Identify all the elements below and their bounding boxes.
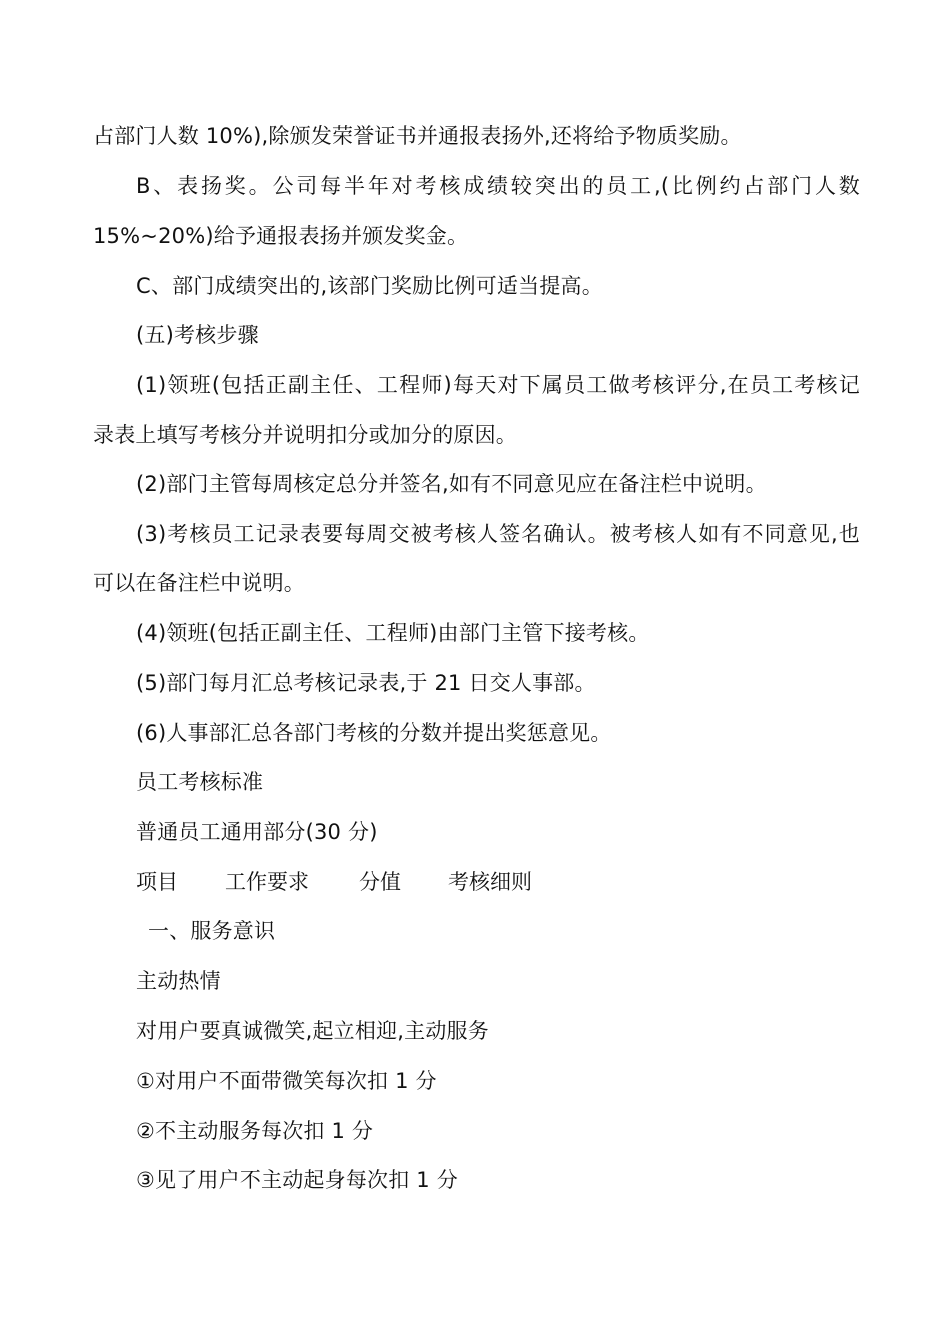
table-requirement: 对用户要真诚微笑,起立相迎,主动服务 [136,1019,489,1043]
table-rule: ③见了用户不主动起身每次扣 1 分 [136,1168,458,1192]
paragraph-line: (5)部门每月汇总考核记录表,于 21 日交人事部。 [136,671,596,695]
paragraph-line: (6)人事部汇总各部门考核的分数并提出奖惩意见。 [136,721,612,745]
table-category: 一、服务意识 [148,919,276,943]
paragraph-line: C、部门成绩突出的,该部门奖励比例可适当提高。 [136,274,603,298]
table-header-cell: 考核细则 [448,870,532,894]
section-heading: 普通员工通用部分(30 分) [136,820,378,844]
paragraph-line: 15%~20%)给予通报表扬并颁发奖金。 [93,224,469,248]
paragraph-line: 可以在备注栏中说明。 [93,571,305,595]
paragraph-line: (3)考核员工记录表要每周交被考核人签名确认。被考核人如有不同意见,也 [136,522,860,546]
paragraph-line: (4)领班(包括正副主任、工程师)由部门主管下接考核。 [136,621,650,645]
paragraph-line: B、表扬奖。公司每半年对考核成绩较突出的员工,(比例约占部门人数 [136,174,860,198]
table-header-cell: 项目 [136,870,178,894]
section-heading: (五)考核步骤 [136,323,259,347]
section-heading: 员工考核标准 [136,770,264,794]
table-rule: ①对用户不面带微笑每次扣 1 分 [136,1069,437,1093]
paragraph-line: (1)领班(包括正副主任、工程师)每天对下属员工做考核评分,在员工考核记 [136,373,860,397]
table-header-cell: 工作要求 [225,870,309,894]
table-item: 主动热情 [136,969,221,993]
paragraph-line: 占部门人数 10%),除颁发荣誉证书并通报表扬外,还将给予物质奖励。 [93,124,742,148]
paragraph-line: 录表上填写考核分并说明扣分或加分的原因。 [93,423,517,447]
table-rule: ②不主动服务每次扣 1 分 [136,1119,374,1143]
table-header-row [0,867,950,897]
paragraph-line: (2)部门主管每周核定总分并签名,如有不同意见应在备注栏中说明。 [136,472,767,496]
table-header-cell: 分值 [359,870,401,894]
